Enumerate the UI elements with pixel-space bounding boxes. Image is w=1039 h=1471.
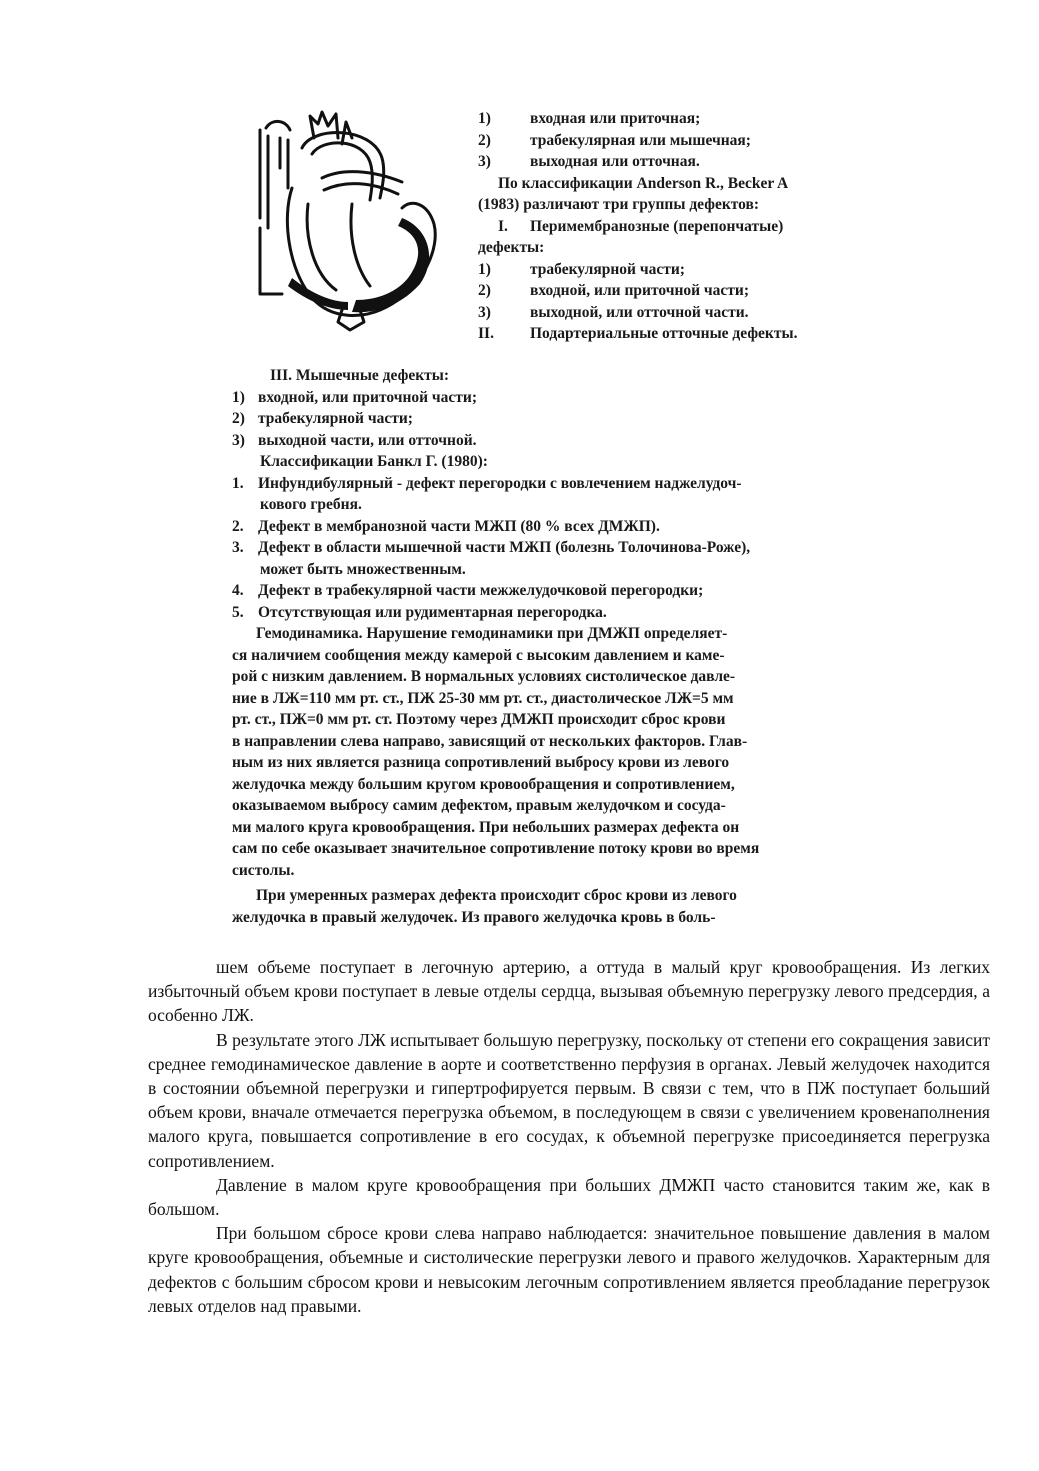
list-item: 2) трабекулярная или мышечная; — [478, 131, 751, 149]
text-line: рт. ст., ПЖ=0 мм рт. ст. Поэтому через ДМЖП происходит сброс крови — [232, 711, 726, 728]
text-line: ние в ЛЖ=110 мм рт. ст., ПЖ 25-30 мм рт. ст., диастолическое ЛЖ=5 мм — [232, 689, 734, 707]
text-line: систолы. — [232, 861, 295, 879]
list-item: 4. Дефект в трабекулярной части межжелудочковой перегородки; — [232, 582, 704, 599]
bankl-title: Классификации Банкл Г. (1980): — [260, 453, 488, 470]
list-item: 5. Отсутствующая или рудиментарная перегородка. — [232, 603, 607, 621]
text-line: сам по себе оказывает значительное сопротивление потоку крови во время — [232, 840, 760, 857]
text-line: рой с низким давлением. В нормальных условиях систолическое давле- — [232, 668, 736, 685]
scanned-text-block — [232, 365, 802, 928]
list-item: 3. Дефект в области мышечной части МЖП (болезнь Толочинова-Роже), — [232, 539, 751, 556]
list-item: 2. Дефект в мембранозной части МЖП (80 % всех ДМЖП). — [232, 517, 660, 535]
group-3-heading: III. Мышечные дефекты: — [270, 367, 450, 384]
text-line: ми малого круга кровообращения. При небольших размерах дефекта он — [232, 818, 740, 836]
text-line: ся наличием сообщения между камерой с высоким давлением и каме- — [232, 646, 725, 664]
paragraph: Давление в малом круге кровообращения при больших ДМЖП часто становится таким же, как в большом. — [148, 1174, 990, 1220]
text-line: ным из них является разница сопротивлений выбросу крови из левого — [232, 754, 730, 771]
text-line: желудочка в правый желудочек. Из правого желудочка кровь в боль- — [232, 908, 716, 926]
list-item: 1. Инфундибулярный - дефект перегородки с вовлечением наджелудоч- — [232, 474, 742, 492]
list-item: 1) трабекулярной части; — [478, 260, 685, 278]
paragraph: шем объеме поступает в легочную артерию, а оттуда в малый круг кровообращения. Из легких избыточный объем крови поступает в левые отделы сердца, вызывая объемную перегрузку левого предсердия, а особенно ЛЖ. — [148, 957, 990, 1026]
text-line: желудочка между большим кругом кровообращения и сопротивлением, — [232, 775, 735, 793]
text-line: оказываемом выбросу самим дефектом, правым желудочком и сосуда- — [232, 797, 726, 814]
body-text — [148, 955, 990, 1318]
text-line: в направлении слева направо, зависящий от нескольких факторов. Глав- — [232, 732, 748, 750]
list-item: 3) выходной, или отточной части. — [478, 303, 749, 321]
list-item-continuation: может быть множественным. — [260, 560, 466, 578]
text-line: При умеренных размерах дефекта происходит сброс крови из левого — [256, 887, 737, 904]
group-1: I. Перимембранозные (перепончатые) дефекты: — [478, 217, 784, 256]
heart-diagram — [252, 108, 452, 338]
list-item-continuation: кового гребня. — [260, 496, 362, 513]
list-item: 3) выходная или отточная. — [478, 153, 700, 170]
list-item: 1) входной, или приточной части; — [232, 388, 478, 406]
classification-list-top — [478, 108, 813, 345]
paragraph: При большом сбросе крови слева направо наблюдается: значительное повышение давления в малом круге кровообращения, объемные и систолические перегрузки левого и правого желудочков. Характерным для дефектов с большим сбросом крови и невысоким легочным сопротивлением является преобладание перегрузок левых отделов над правыми. — [148, 1223, 990, 1316]
paragraph: В результате этого ЛЖ испытывает большую перегрузку, поскольку от степени его сокращения зависит среднее гемодинамическое давление в аорте и соответственно перфузия в органах. Левый желудочек находится в состоянии объемной перегрузки и гипертрофируется первым. В связи с тем, что в ПЖ поступает больший объем крови, вначале отмечается перегрузка объемом, в последующем в связи с увеличением кровенаполнения малого круга, повышается сопротивление в его сосудах, к объемной перегрузке присоединяется перегрузка сопротивлением. — [148, 1029, 990, 1171]
anderson-classification: По классификации Anderson R., Becker A (1983) различают три группы дефектов: — [478, 174, 788, 213]
hemodynamics-first-line: Гемодинамика. Нарушение гемодинамики при ДМЖП определяет- — [256, 625, 728, 642]
hemodynamics-label: Гемодинамика. — [256, 625, 363, 642]
group-2: II. Подартериальные отточные дефекты. — [478, 325, 798, 342]
list-item: 3) выходной части, или отточной. — [232, 431, 477, 449]
list-item: 2) трабекулярной части; — [232, 410, 413, 427]
list-item: 1) входная или приточная; — [478, 110, 701, 127]
list-item: 2) входной, или приточной части; — [478, 282, 750, 299]
